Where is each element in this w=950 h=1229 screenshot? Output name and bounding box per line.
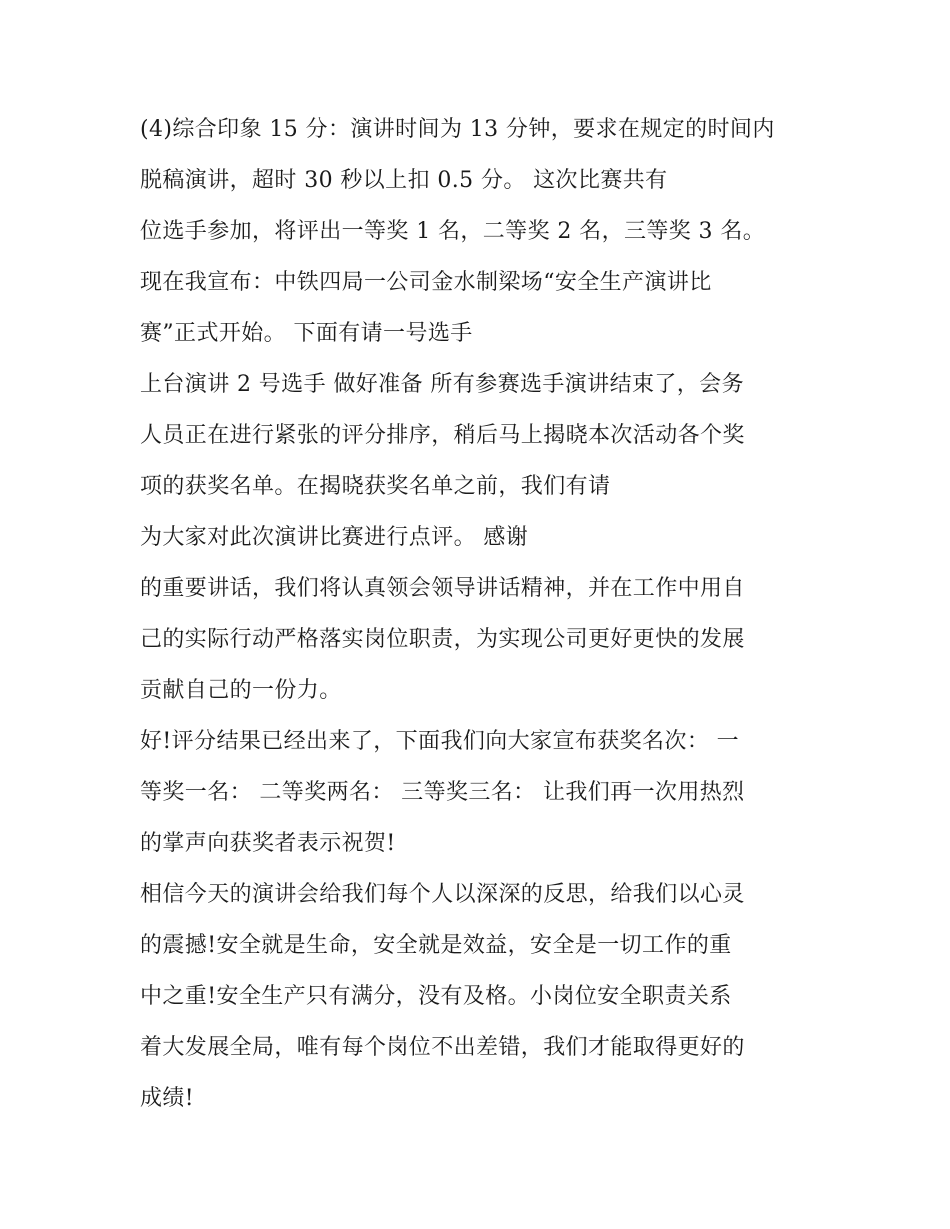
text-line: 位选手参加，将评出一等奖 1 名，二等奖 2 名，三等奖 3 名。 (140, 219, 766, 244)
text-line: 的重要讲话，我们将认真领会领导讲话精神，并在工作中用自 (140, 576, 745, 601)
text-line: 己的实际行动严格落实岗位职责，为实现公司更好更快的发展 (140, 627, 745, 652)
text-line: 成绩! (140, 1086, 195, 1111)
text-line: 现在我宣布：中铁四局一公司金水制梁场“安全生产演讲比 (140, 270, 712, 295)
text-line: 人员正在进行紧张的评分排序，稍后马上揭晓本次活动各个奖 (140, 423, 745, 448)
text-line: 中之重!安全生产只有满分，没有及格。小岗位安全职责关系 (140, 984, 732, 1009)
text-line: 赛”正式开始。 下面有请一号选手 (140, 321, 473, 346)
text-line: 脱稿演讲，超时 30 秒以上扣 0.5 分。 这次比赛共有 (140, 168, 668, 193)
text-line: 上台演讲 2 号选手 做好准备 所有参赛选手演讲结束了，会务 (140, 372, 744, 397)
text-line: 着大发展全局，唯有每个岗位不出差错，我们才能取得更好的 (140, 1035, 745, 1060)
text-line: 项的获奖名单。在揭晓获奖名单之前，我们有请 (140, 474, 611, 499)
document-body (140, 110, 820, 1130)
text-line: 好!评分结果已经出来了，下面我们向大家宣布获奖名次： 一 (140, 729, 740, 754)
text-line: 为大家对此次演讲比赛进行点评。 感谢 (140, 525, 529, 550)
text-line: (4)综合印象 15 分：演讲时间为 13 分钟，要求在规定的时间内 (140, 117, 775, 142)
text-line: 相信今天的演讲会给我们每个人以深深的反思，给我们以心灵 (140, 882, 745, 907)
text-line: 贡献自己的一份力。 (140, 678, 342, 703)
text-line: 等奖一名： 二等奖两名： 三等奖三名： 让我们再一次用热烈 (140, 780, 745, 805)
text-line: 的掌声向获奖者表示祝贺! (140, 831, 396, 856)
text-line: 的震撼!安全就是生命，安全就是效益，安全是一切工作的重 (140, 933, 732, 958)
